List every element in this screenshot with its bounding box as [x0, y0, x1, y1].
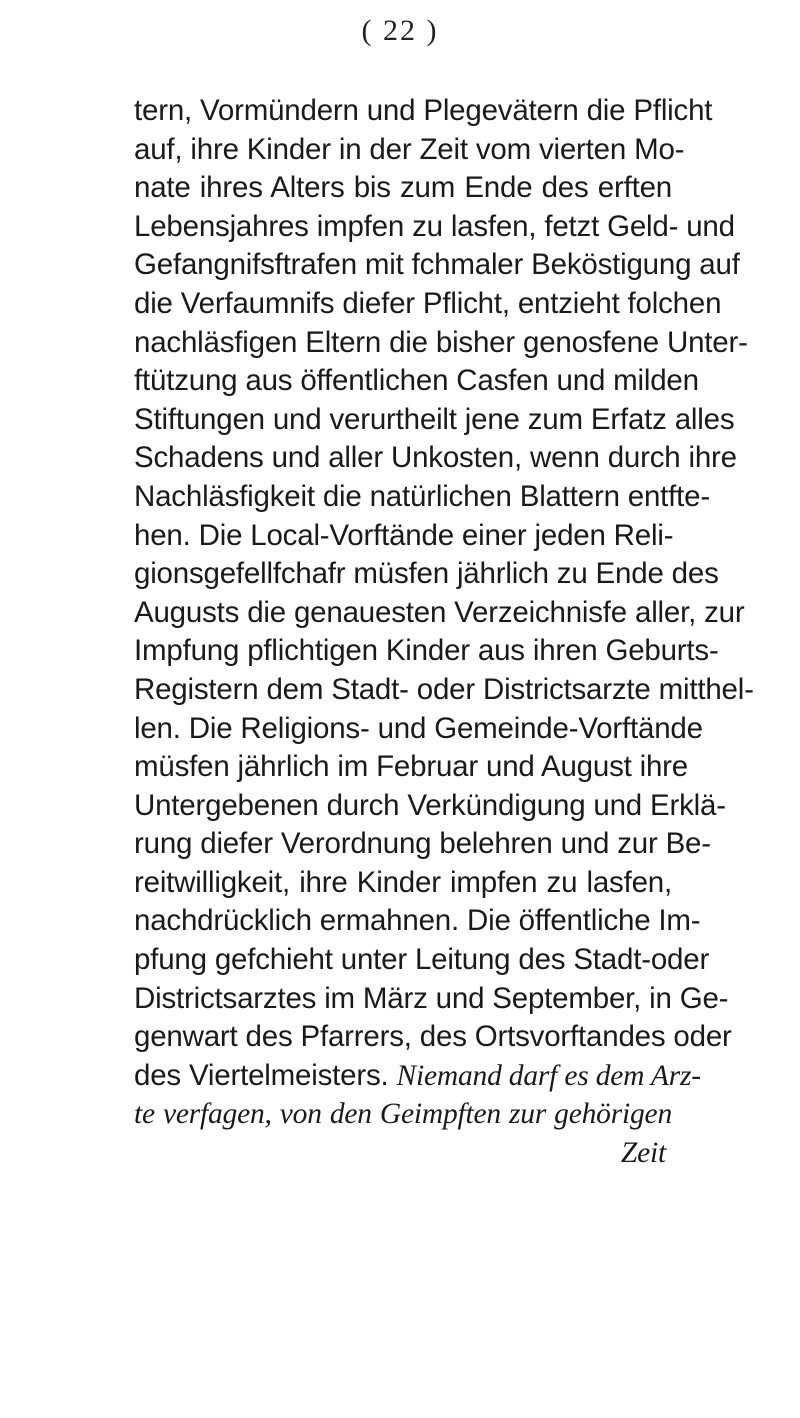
text-line: len. Die Religions- und Gemeinde-Vorftände: [134, 711, 703, 745]
text-line: genwart des Pfarrers, des Ortsvorftandes oder: [134, 1020, 732, 1054]
text-line: hen. Die Local-Vorftände einer jeden Reli-: [134, 518, 674, 552]
page-number: ( 22 ): [361, 14, 439, 47]
text-line: ftützung aus öffentlichen Casfen und milden: [134, 364, 699, 398]
text-line: müsfen jährlich im Februar und August ihre: [134, 750, 689, 784]
text-line: Augusts die genauesten Verzeichnisfe aller, zur: [134, 595, 745, 629]
text-line-italic: te verfagen, von den Geimpften zur gehörigen: [134, 1098, 672, 1131]
text-line: die Verfaumnifs diefer Pflicht, entzieht folchen: [134, 286, 722, 320]
text-line: rung diefer Verordnung belehren und zur Be-: [134, 827, 711, 861]
text-plain: des Viertelmeisters.: [134, 1058, 389, 1092]
text-line: Registern dem Stadt- oder Districtsarzte mitthel-: [134, 672, 754, 706]
text-line: Impfung pflichtigen Kinder aus ihren Geburts-: [134, 634, 719, 668]
text-line: Gefangnifsftrafen mit fchmaler Beköstigung auf: [134, 248, 740, 282]
text-line: reitwilligkeit, ihre Kinder impfen zu lasfen,: [134, 865, 672, 899]
body-text: [134, 92, 754, 1173]
text-italic: Niemand darf es dem Arz-: [396, 1059, 701, 1092]
text-line: nate ihres Alters bis zum Ende des erften: [134, 171, 672, 205]
text-line: nachdrücklich ermahnen. Die öffentliche Im-: [134, 904, 701, 938]
text-line: tern, Vormündern und Plegevätern die Pflicht: [134, 94, 713, 127]
text-line: Districtsarztes im März und September, in Ge-: [134, 981, 729, 1015]
text-line: pfung gefchieht unter Leitung des Stadt-oder: [134, 943, 710, 977]
text-line-mixed: [134, 1057, 701, 1096]
text-line: Stiftungen und verurtheilt jene zum Erfatz alles: [134, 402, 735, 436]
text-line: auf, ihre Kinder in der Zeit vom vierten Mo-: [134, 132, 685, 166]
text-line: Schadens und aller Unkosten, wenn durch ihre: [134, 441, 737, 475]
text-line: Untergebenen durch Verkündigung und Erklä-: [134, 788, 726, 822]
text-line: Nachläsfigkeit die natürlichen Blattern entfte-: [134, 479, 711, 513]
text-line: nachläsfigen Eltern die bisher genosfene Unter-: [134, 325, 748, 359]
text-line: gionsgefellfchafr müsfen jährlich zu Ende des: [134, 557, 719, 591]
catchword: Zeit: [620, 1137, 666, 1170]
text-line: Lebensjahres impfen zu lasfen, fetzt Geld- und: [134, 209, 735, 243]
